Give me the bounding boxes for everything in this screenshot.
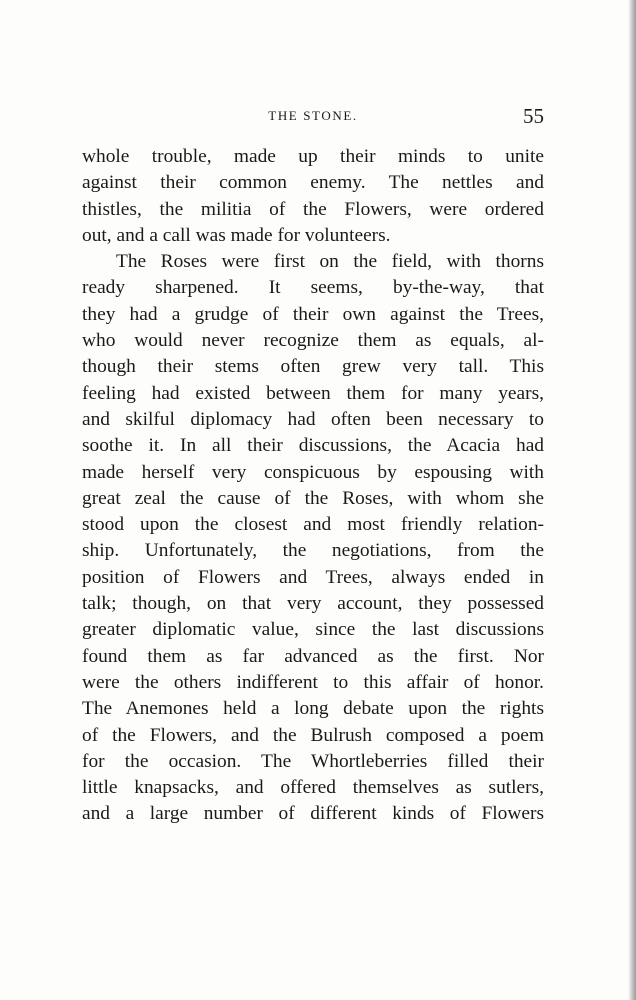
body-text xyxy=(82,144,544,828)
page-number: 55 xyxy=(523,104,544,128)
text-line: thistles, the militia of the Flowers, were ordered xyxy=(82,198,544,220)
text-line: found them as far advanced as the first. Nor xyxy=(82,645,544,667)
text-line: they had a grudge of their own against the Trees, xyxy=(82,303,544,325)
text-line: who would never recognize them as equals, al- xyxy=(82,330,544,352)
text-line: feeling had existed between them for many years, xyxy=(82,382,544,404)
running-title: THE STONE. xyxy=(268,108,358,123)
text-line: and skilful diplomacy had often been necessary to xyxy=(82,408,544,430)
text-line: were the others indifferent to this affair of honor. xyxy=(82,671,544,693)
page-edge-shadow xyxy=(628,0,636,1000)
text-line: stood upon the closest and most friendly relation- xyxy=(82,514,544,536)
text-line: greater diplomatic value, since the last discussions xyxy=(82,619,544,641)
text-line: ready sharpened. It seems, by-the-way, that xyxy=(82,277,544,299)
text-line: and a large number of different kinds of Flowers xyxy=(82,803,544,825)
text-line: whole trouble, made up their minds to unite xyxy=(82,146,544,167)
text-line: soothe it. In all their discussions, the Acacia had xyxy=(82,435,544,457)
text-line: against their common enemy. The nettles and xyxy=(82,172,544,194)
text-line: The Roses were first on the field, with thorns xyxy=(116,251,544,273)
text-line: of the Flowers, and the Bulrush composed a poem xyxy=(82,724,544,746)
text-line: little knapsacks, and offered themselves as sutlers, xyxy=(82,777,544,799)
text-line: ship. Unfortunately, the negotiations, from the xyxy=(82,540,544,562)
text-line: position of Flowers and Trees, always ended in xyxy=(82,566,544,588)
text-line: though their stems often grew very tall. This xyxy=(82,356,544,378)
text-line: The Anemones held a long debate upon the rights xyxy=(82,698,544,720)
text-line: for the occasion. The Whortleberries filled their xyxy=(82,750,544,772)
text-line: talk; though, on that very account, they possessed xyxy=(82,593,544,615)
running-head xyxy=(82,104,544,134)
text-line: great zeal the cause of the Roses, with whom she xyxy=(82,487,544,509)
text-line: made herself very conspicuous by espousing with xyxy=(82,461,544,483)
text-line: out, and a call was made for volunteers. xyxy=(82,224,391,246)
